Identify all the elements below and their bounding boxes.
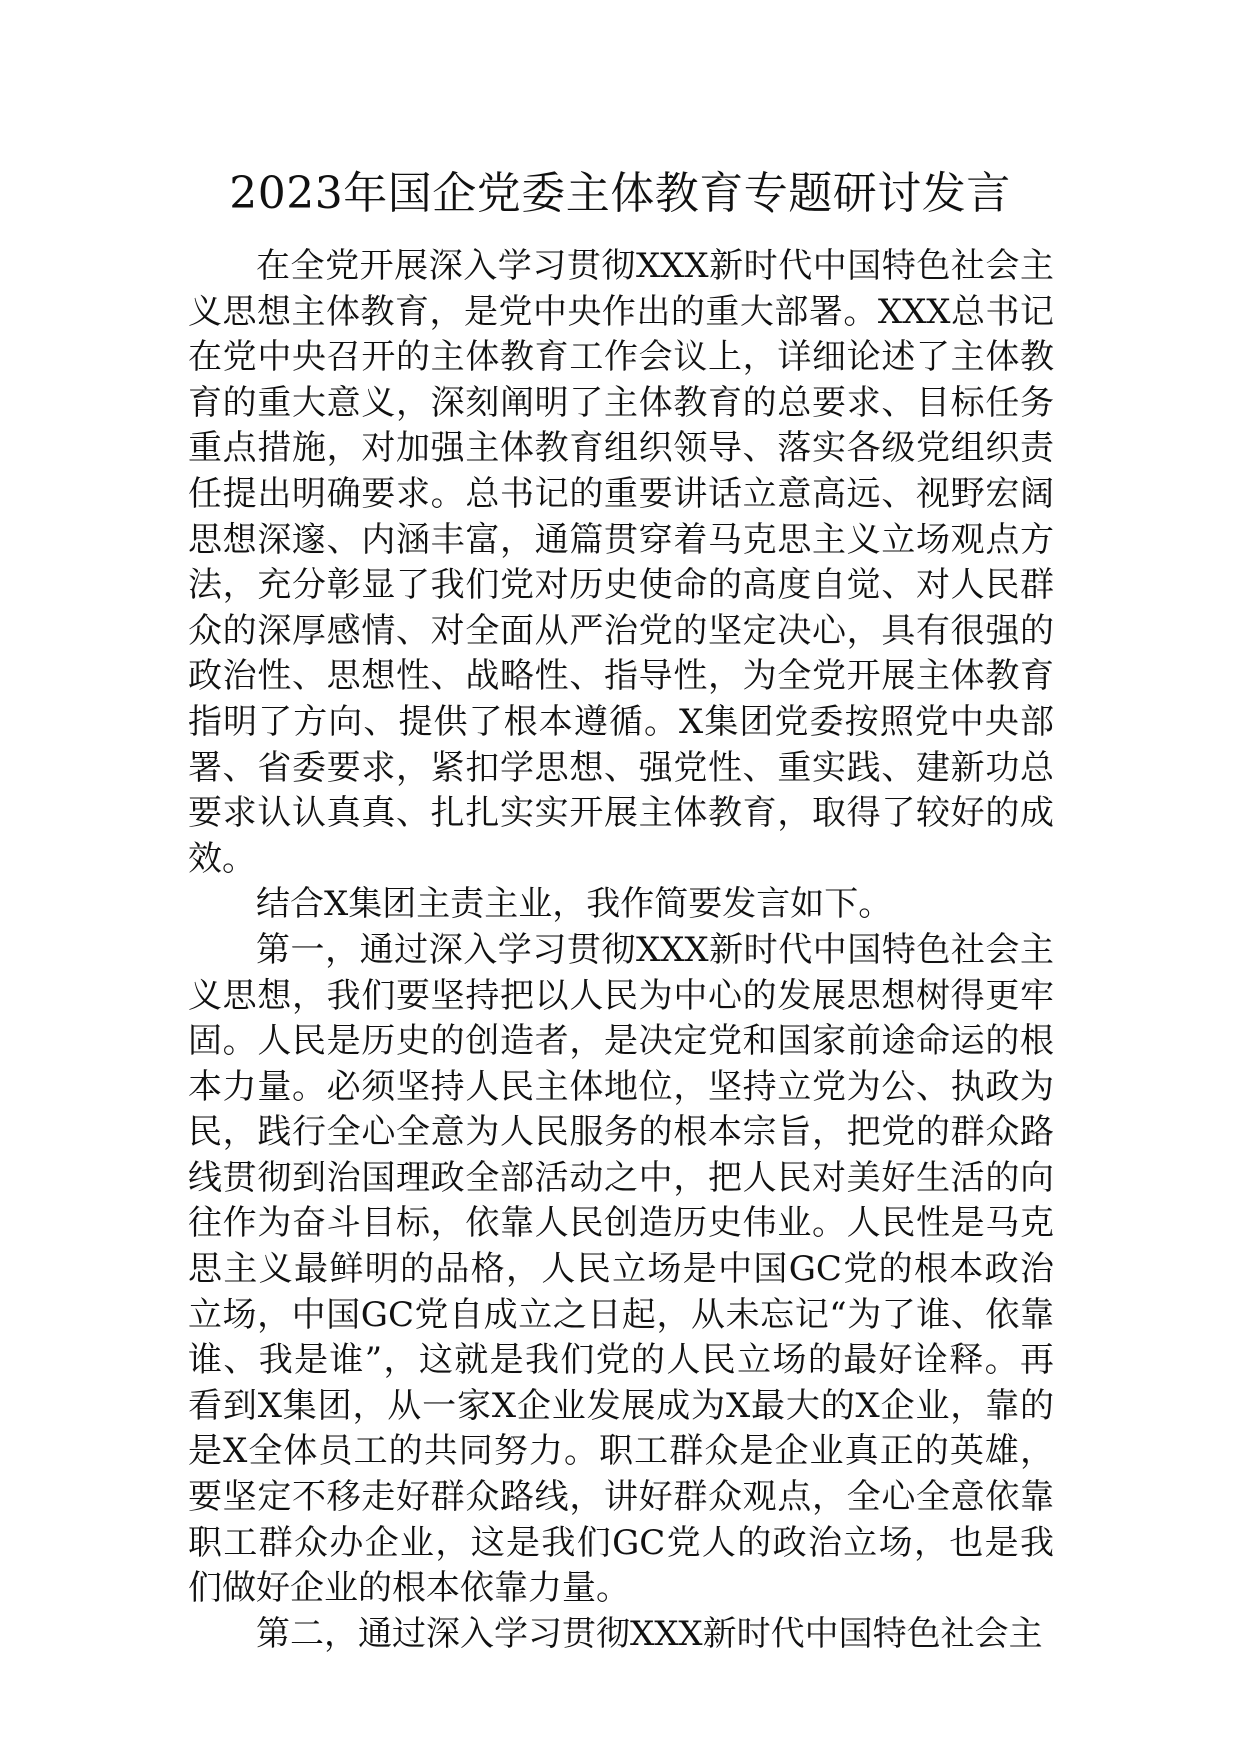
paragraph-intro: 在全党开展深入学习贯彻XXX新时代中国特色社会主义思想主体教育，是党中央作出的重大部署。XXX总书记在党中央召开的主体教育工作会议上，详细论述了主体教育的重大意义，深刻阐明了主体教育的总要求、目标任务重点措施，对加强主体教育组织领导、落实各级党组织责任提出明确要求。总书记的重要讲话立意高远、视野宏阔思想深邃、内涵丰富，通篇贯穿着马克思主义立场观点方法，充分彰显了我们党对历史使命的高度自觉、对人民群众的深厚感情、对全面从严治党的坚定决心，具有很强的政治性、思想性、战略性、指导性，为全党开展主体教育指明了方向、提供了根本遵循。X集团党委按照党中央部署、省委要求，紧扣学思想、强党性、重实践、建新功总要求认认真真、扎扎实实开展主体教育，取得了较好的成效。: [188, 246, 1054, 879]
document-title: 2023年国企党委主体教育专题研讨发言: [229, 168, 1011, 219]
paragraph-point-one: 第一，通过深入学习贯彻XXX新时代中国特色社会主义思想，我们要坚持把以人民为中心的发展思想树得更牢固。人民是历史的创造者，是决定党和国家前途命运的根本力量。必须坚持人民主体地位，坚持立党为公、执政为民，践行全心全意为人民服务的根本宗旨，把党的群众路线贯彻到治国理政全部活动之中，把人民对美好生活的向往作为奋斗目标，依靠人民创造历史伟业。人民性是马克思主义最鲜明的品格，人民立场是中国GC党的根本政治立场，中国GC党自成立之日起，从未忘记“为了谁、依靠谁、我是谁”，这就是我们党的人民立场的最好诠释。再看到X集团，从一家X企业发展成为X最大的X企业，靠的是X全体员工的共同努力。职工群众是企业真正的英雄，要坚定不移走好群众路线，讲好群众观点，全心全意依靠职工群众办企业，这是我们GC党人的政治立场，也是我们做好企业的根本依靠力量。: [188, 929, 1054, 1609]
document-body: [188, 244, 1054, 1657]
paragraph-transition: 结合X集团主责主业，我作简要发言如下。: [256, 884, 893, 925]
paragraph-point-two: 第二，通过深入学习贯彻XXX新时代中国特色社会主: [256, 1613, 1043, 1654]
